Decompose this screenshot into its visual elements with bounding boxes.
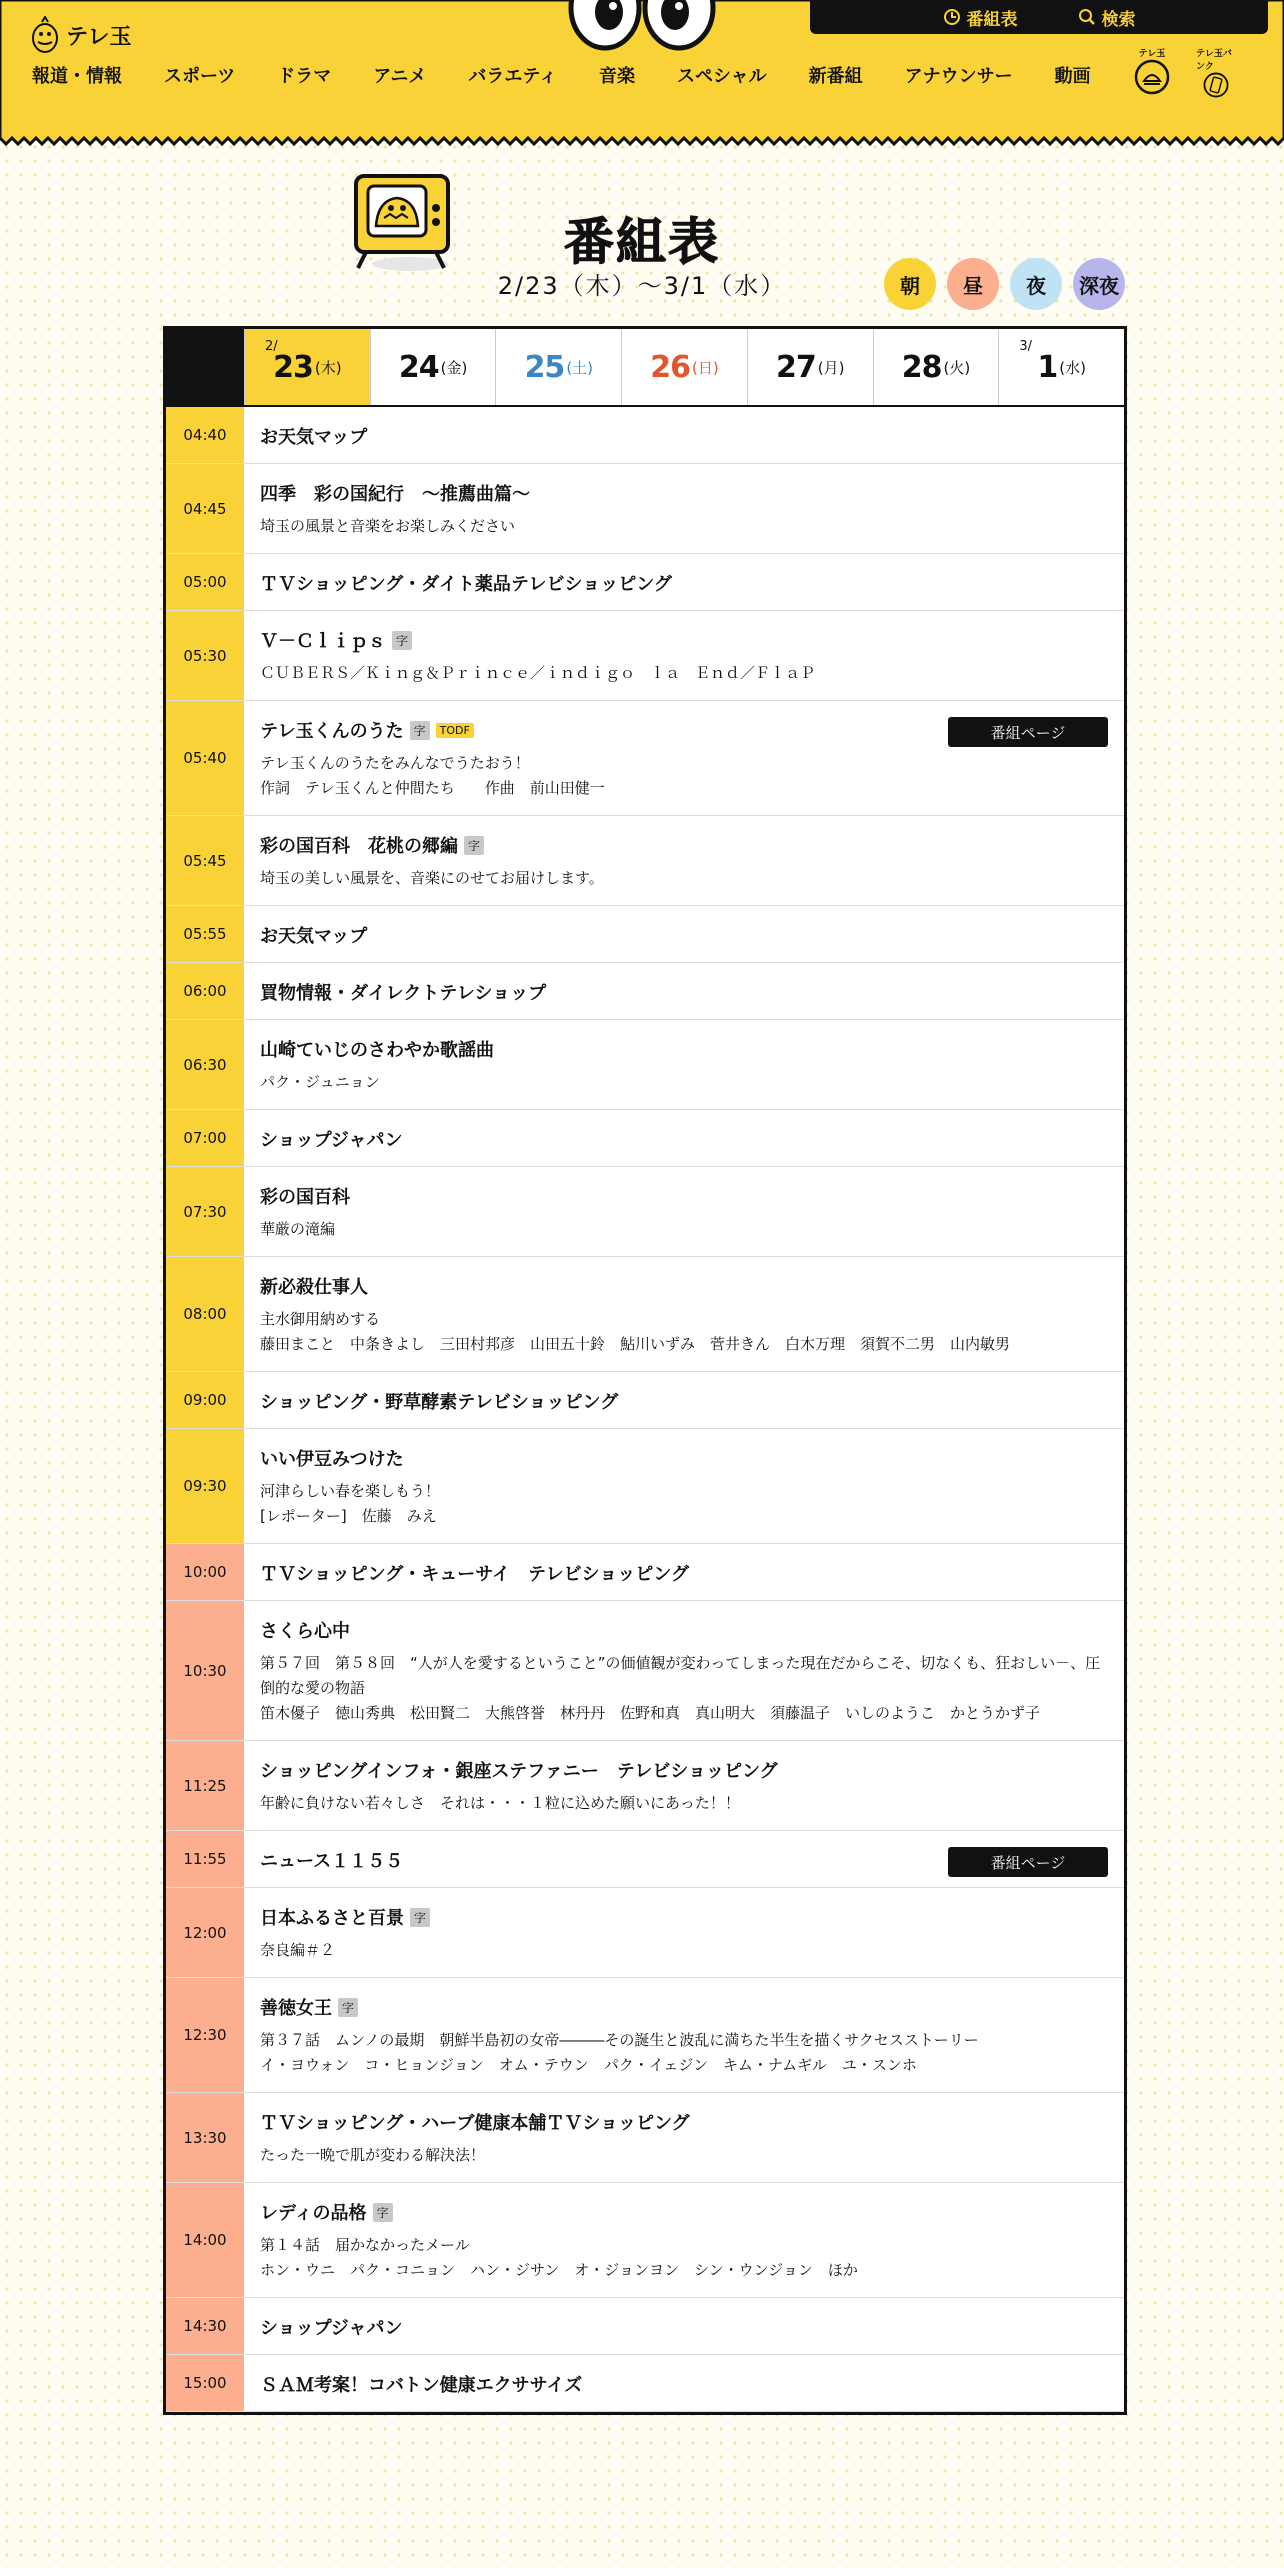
program-info[interactable]	[244, 1831, 1124, 1887]
search-icon	[1078, 8, 1096, 26]
program-title: ショップジャパン	[260, 1130, 403, 1151]
program-time: 04:45	[166, 464, 244, 553]
program-row	[166, 816, 1124, 906]
day-month: 3/	[1019, 339, 1032, 354]
program-info[interactable]	[244, 554, 1124, 610]
program-row	[166, 1020, 1124, 1110]
teletama-app-link[interactable]	[1132, 46, 1172, 98]
program-info[interactable]	[244, 1110, 1124, 1166]
day-number: 25	[524, 349, 565, 385]
program-row	[166, 611, 1124, 701]
program-title-line	[260, 627, 1108, 653]
nav-new-programs[interactable]: 新番組	[808, 66, 863, 87]
day-tabs	[166, 329, 1124, 407]
program-cast: イ・ヨウォン コ・ヒョンジョン オム・テウン パク・イェジン キム・ナムギル ユ・スンホ	[260, 2056, 917, 2074]
subtitle-badge: 字	[392, 631, 412, 650]
tod-daytime-button[interactable]: 昼	[947, 258, 999, 310]
program-row	[166, 554, 1124, 611]
program-info[interactable]	[244, 2355, 1124, 2411]
program-description: たった一晩で肌が変わる解決法！	[260, 2146, 486, 2164]
site-logo[interactable]	[30, 16, 132, 54]
program-description: 主水御用納めする	[260, 1310, 381, 1328]
program-title-line	[260, 570, 1108, 596]
program-description: 河津らしい春を楽しもう！	[260, 1482, 441, 1500]
day-weekday: (水)	[1059, 358, 1086, 377]
schedule-link-label: 番組表	[966, 9, 1018, 30]
program-info[interactable]	[244, 1741, 1124, 1830]
schedule-link[interactable]	[943, 5, 1018, 30]
program-title-line	[260, 922, 1108, 948]
program-title: さくら心中	[260, 1621, 350, 1642]
program-title-line	[260, 832, 1108, 858]
site-header	[0, 0, 1284, 150]
program-row	[166, 2093, 1124, 2183]
mascot-logo-icon	[30, 16, 60, 54]
program-time: 06:30	[166, 1020, 244, 1109]
program-info[interactable]	[244, 906, 1124, 962]
program-title-line	[260, 480, 1108, 506]
program-row	[166, 1888, 1124, 1978]
day-weekday: (土)	[566, 358, 594, 377]
program-row	[166, 2298, 1124, 2355]
day-weekday: (金)	[440, 358, 468, 377]
program-info[interactable]	[244, 1257, 1124, 1371]
main-nav	[18, 62, 1091, 88]
mascot-circle-icon	[1134, 59, 1170, 95]
program-title-line	[260, 1183, 1108, 1209]
program-title-line	[260, 1445, 1108, 1471]
subtitle-badge: 字	[410, 1908, 430, 1927]
program-info[interactable]	[244, 1020, 1124, 1109]
program-time: 07:30	[166, 1167, 244, 1256]
day-weekday: (月)	[817, 358, 845, 377]
program-time: 06:00	[166, 963, 244, 1019]
program-description: 年齢に負けない若々しさ それは・・・１粒に込めた願いにあった！！	[260, 1794, 740, 1812]
program-title: お天気マップ	[260, 926, 368, 947]
day-weekday: (火)	[943, 358, 971, 377]
program-title-line	[260, 2199, 1108, 2225]
program-row	[166, 1372, 1124, 1429]
nav-anime[interactable]: アニメ	[373, 66, 427, 87]
program-info[interactable]	[244, 464, 1124, 553]
program-title: いい伊豆みつけた	[260, 1449, 404, 1470]
program-row	[166, 1110, 1124, 1167]
utility-bar	[810, 0, 1268, 34]
program-cast: [レポーター] 佐藤 みえ	[260, 1507, 437, 1525]
program-info[interactable]	[244, 1544, 1124, 1600]
program-title-line	[260, 2314, 1108, 2340]
program-description: ＣＵＢＥＲＳ／Ｋｉｎｇ＆Ｐｒｉｎｃｅ／ｉｎｄｉｇｏ ｌａ Ｅｎｄ／ＦｌａＰ	[260, 664, 816, 682]
program-title: ＴＶショッピング・ハーブ健康本舗ＴＶショッピング	[260, 2113, 690, 2134]
program-time: 15:00	[166, 2355, 244, 2411]
program-title-line	[260, 2109, 1108, 2135]
program-title-line	[260, 1904, 1108, 1930]
page-title: 番組表	[564, 213, 720, 271]
program-title-line	[260, 1388, 1108, 1414]
program-title-line	[260, 1036, 1108, 1062]
program-info[interactable]	[244, 1601, 1124, 1740]
program-time: 13:30	[166, 2093, 244, 2182]
search-link[interactable]	[1078, 5, 1136, 30]
program-title-line	[260, 1273, 1108, 1299]
program-cast: 作詞 テレ玉くんと仲間たち 作曲 前山田健一	[260, 779, 605, 797]
program-schedule	[163, 326, 1127, 2415]
days-corner	[166, 329, 244, 405]
program-time: 04:40	[166, 407, 244, 463]
program-title: 彩の国百科 花桃の郷編	[260, 836, 458, 857]
program-title: テレ玉くんのうた	[260, 721, 404, 742]
tod-latenight-button[interactable]: 深夜	[1073, 258, 1125, 310]
day-number: 24	[398, 349, 439, 385]
program-cast: 藤田まこと 中条きよし 三田村邦彦 山田五十鈴 鮎川いずみ 菅井きん 白木万理 須賀不二男 山内敏男	[260, 1335, 1011, 1353]
program-description: パク・ジュニョン	[260, 1073, 380, 1091]
program-description: 華厳の滝編	[260, 1220, 336, 1238]
day-tab[interactable]	[370, 329, 496, 405]
program-title: お天気マップ	[260, 427, 368, 448]
program-time: 11:55	[166, 1831, 244, 1887]
program-time: 14:00	[166, 2183, 244, 2297]
program-row	[166, 1257, 1124, 1372]
day-tab[interactable]	[621, 329, 747, 405]
day-tab[interactable]	[873, 329, 999, 405]
program-info[interactable]	[244, 963, 1124, 1019]
program-title: 彩の国百科	[260, 1187, 350, 1208]
nav-icon-group	[1132, 46, 1236, 98]
program-time: 05:30	[166, 611, 244, 700]
program-row	[166, 1978, 1124, 2093]
program-info[interactable]	[244, 611, 1124, 700]
program-title-line	[260, 2371, 1108, 2397]
todf-badge: TODF	[436, 723, 474, 738]
nav-variety[interactable]: バラエティ	[468, 66, 557, 87]
program-description: 埼玉の風景と音楽をお楽しみください	[260, 517, 516, 535]
program-row	[166, 906, 1124, 963]
program-title-line	[260, 423, 1108, 449]
logo-text: テレ玉	[66, 24, 132, 50]
program-title: 買物情報・ダイレクトテレショップ	[260, 983, 547, 1004]
nav-news[interactable]: 報道・情報	[32, 66, 122, 87]
subtitle-badge: 字	[373, 2203, 393, 2222]
program-info[interactable]	[244, 2183, 1124, 2297]
program-info[interactable]	[244, 1167, 1124, 1256]
program-title-line	[260, 1126, 1108, 1152]
date-range: 2/23（木）〜3/1（水）	[497, 272, 787, 300]
nav-music[interactable]: 音楽	[598, 66, 635, 87]
program-time: 05:40	[166, 701, 244, 815]
program-info[interactable]	[244, 2298, 1124, 2354]
day-tab[interactable]	[998, 329, 1124, 405]
day-number: 1	[1037, 349, 1058, 385]
time-of-day-filter	[884, 258, 1125, 310]
program-title: Ｖ－Ｃｌｉｐｓ	[260, 631, 386, 652]
program-row	[166, 963, 1124, 1020]
program-title: 善徳女王	[260, 1998, 332, 2019]
program-time: 05:55	[166, 906, 244, 962]
subtitle-badge: 字	[464, 836, 484, 855]
day-month: 2/	[265, 339, 278, 354]
program-time: 10:30	[166, 1601, 244, 1740]
program-title-line	[260, 979, 1108, 1005]
program-description: テレ玉くんのうたをみんなでうたおう！	[260, 754, 530, 772]
subtitle-badge: 字	[338, 1998, 358, 2017]
program-row	[166, 2355, 1124, 2412]
program-row	[166, 2183, 1124, 2298]
program-row	[166, 464, 1124, 554]
teletama-app-label: テレ玉	[1138, 49, 1166, 59]
program-title: ショップジャパン	[260, 2318, 403, 2339]
program-title-line	[260, 1617, 1108, 1643]
program-time: 09:00	[166, 1372, 244, 1428]
program-title: ショッピング・野草酵素テレビショッピング	[260, 1392, 619, 1413]
program-title: ＴＶショッピング・キューサイ テレビショッピング	[260, 1564, 689, 1585]
program-row	[166, 1167, 1124, 1257]
search-link-label: 検索	[1101, 9, 1136, 30]
program-title-line	[260, 1757, 1108, 1783]
program-info[interactable]	[244, 2093, 1124, 2182]
program-title: 新必殺仕事人	[260, 1277, 368, 1298]
program-title: 山崎ていじのさわやか歌謡曲	[260, 1040, 494, 1061]
program-cast: ホン・ウニ パク・コニョン ハン・ジサン オ・ジョンヨン シン・ウンジョン ほか	[260, 2261, 858, 2279]
program-info[interactable]	[244, 1429, 1124, 1543]
nav-drama[interactable]: ドラマ	[277, 66, 332, 87]
day-tab[interactable]	[747, 329, 873, 405]
program-time: 10:00	[166, 1544, 244, 1600]
program-time: 05:45	[166, 816, 244, 905]
program-row	[166, 1831, 1124, 1888]
program-row	[166, 407, 1124, 464]
program-title: ショッピングインフォ・銀座ステファニー テレビショッピング	[260, 1761, 778, 1782]
program-time: 05:00	[166, 554, 244, 610]
teletama-bank-label: テレ玉バンク	[1196, 49, 1232, 72]
program-row	[166, 1544, 1124, 1601]
program-row	[166, 1429, 1124, 1544]
phone-icon	[1198, 72, 1234, 98]
day-number: 28	[901, 349, 942, 385]
program-row	[166, 701, 1124, 816]
nav-sports[interactable]: スポーツ	[164, 66, 236, 87]
program-description: 第１４話 届かなかったメール	[260, 2236, 470, 2254]
program-page-button[interactable]: 番組ページ	[948, 1847, 1108, 1877]
program-row	[166, 1741, 1124, 1831]
day-tab[interactable]	[244, 329, 370, 405]
day-number: 26	[650, 349, 691, 385]
program-description: 奈良編＃２	[260, 1941, 336, 1959]
program-title: 四季 彩の国紀行 ～推薦曲篇～	[260, 484, 530, 505]
program-list	[166, 407, 1124, 2412]
program-info[interactable]	[244, 816, 1124, 905]
program-info[interactable]	[244, 701, 1124, 815]
program-title: ＳＡＭ考案！コバトン健康エクササイズ	[260, 2375, 583, 2396]
program-title: ニュース１１５５	[260, 1851, 404, 1872]
nav-special[interactable]: スペシャル	[676, 66, 767, 87]
program-title: ＴＶショッピング・ダイト薬品テレビショッピング	[260, 574, 672, 595]
day-number: 27	[776, 349, 816, 385]
program-time: 11:25	[166, 1741, 244, 1830]
program-title: 日本ふるさと百景	[260, 1908, 404, 1929]
program-info[interactable]	[244, 407, 1124, 463]
program-info[interactable]	[244, 1372, 1124, 1428]
day-weekday: (木)	[314, 358, 342, 377]
subtitle-badge: 字	[410, 721, 430, 740]
program-info[interactable]	[244, 1978, 1124, 2092]
program-info[interactable]	[244, 1888, 1124, 1977]
program-title: レディの品格	[260, 2203, 367, 2224]
day-tab[interactable]	[495, 329, 621, 405]
program-time: 08:00	[166, 1257, 244, 1371]
nav-videos[interactable]: 動画	[1054, 66, 1091, 87]
program-description: 第３７話 ムンノの最期 朝鮮半島初の女帝―――その誕生と波乱に満ちた半生を描くサクセスストーリー	[260, 2031, 979, 2049]
program-time: 12:30	[166, 1978, 244, 2092]
clock-icon	[943, 8, 961, 26]
program-time: 07:00	[166, 1110, 244, 1166]
program-description: 埼玉の美しい風景を、音楽にのせてお届けします。	[260, 869, 604, 887]
teletama-bank-link[interactable]	[1196, 46, 1236, 98]
program-time: 12:00	[166, 1888, 244, 1977]
program-page-button[interactable]: 番組ページ	[948, 717, 1108, 747]
program-time: 14:30	[166, 2298, 244, 2354]
tod-morning-button[interactable]: 朝	[884, 258, 936, 310]
mascot-eyes-icon	[567, 0, 717, 62]
program-row	[166, 1601, 1124, 1741]
program-cast: 笛木優子 徳山秀典 松田賢二 大熊啓誉 林丹丹 佐野和真 真山明大 須藤温子 いしのようこ かとうかず子	[260, 1704, 1041, 1722]
tod-evening-button[interactable]: 夜	[1010, 258, 1062, 310]
program-title-line	[260, 1994, 1108, 2020]
nav-announcers[interactable]: アナウンサー	[904, 66, 1013, 87]
program-time: 09:30	[166, 1429, 244, 1543]
day-number: 23	[273, 349, 313, 385]
day-weekday: (日)	[692, 358, 719, 377]
program-title-line	[260, 1560, 1108, 1586]
program-description: 第５７回 第５８回 “人が人を愛するということ”の価値観が変わってしまった現在だからこそ、切なくも、狂おしい－、圧倒的な愛の物語	[260, 1654, 1101, 1697]
